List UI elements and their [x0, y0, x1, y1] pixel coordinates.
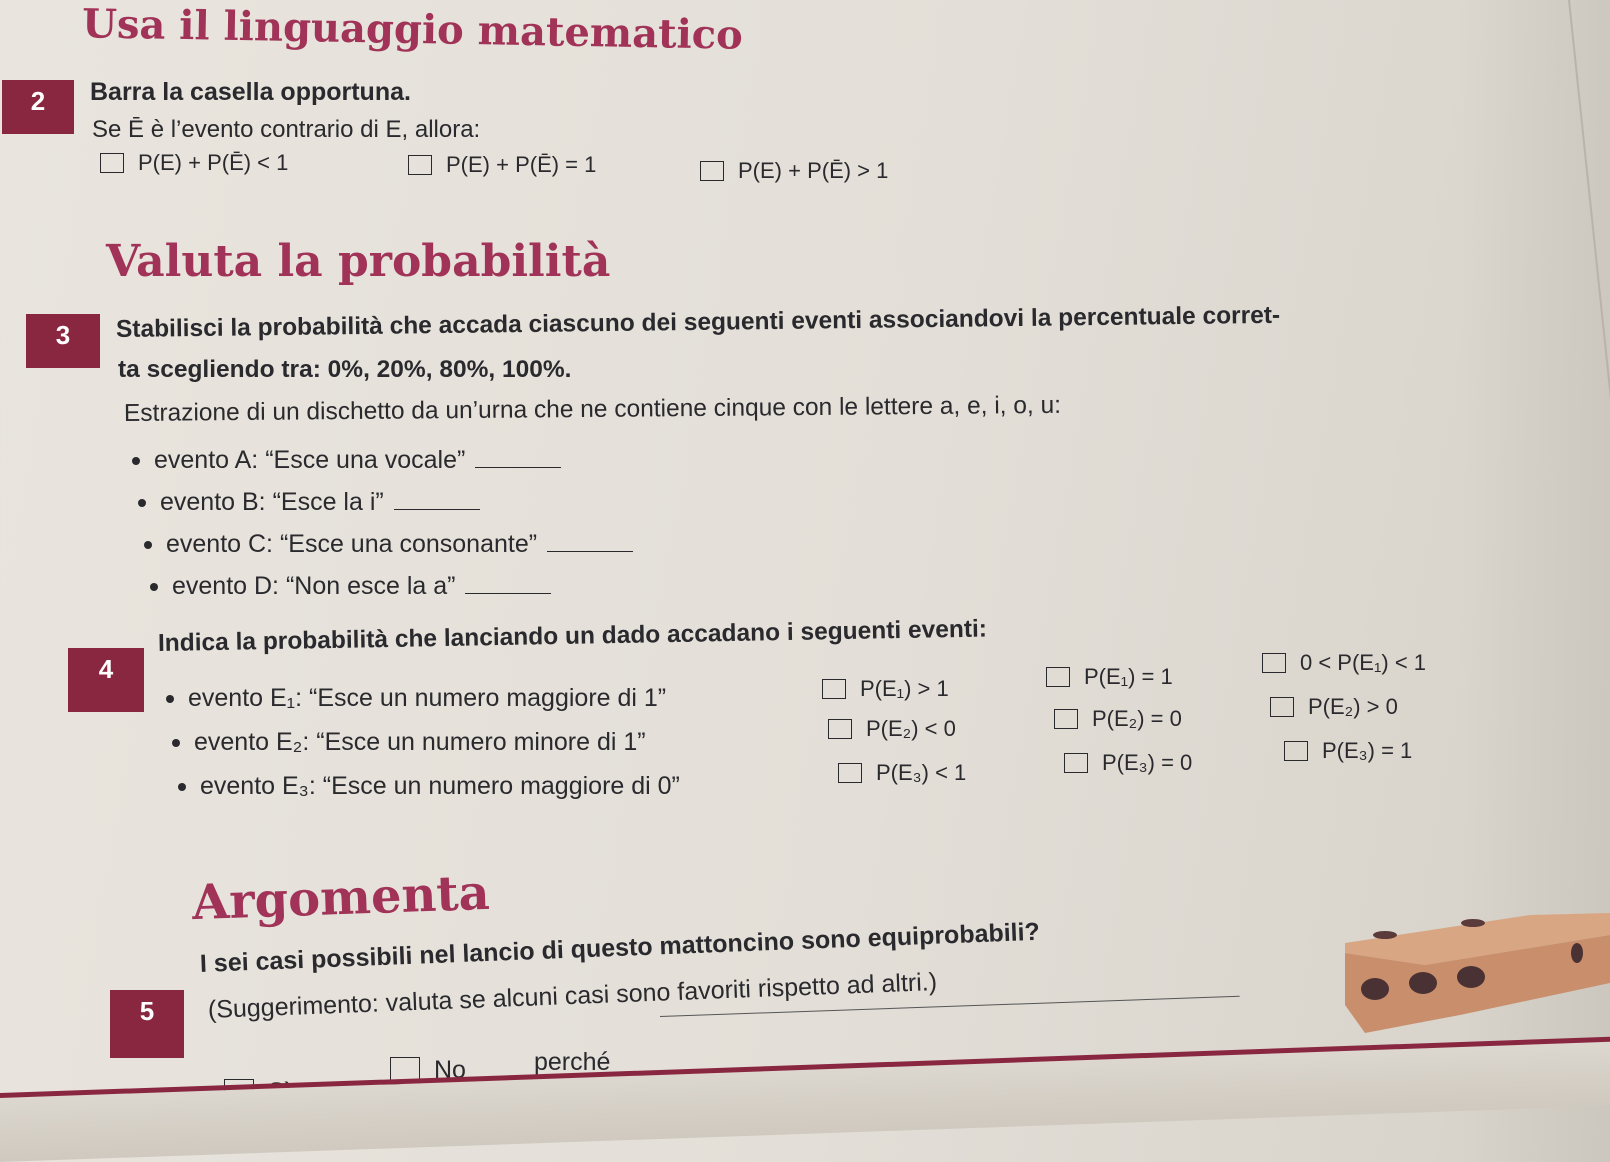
checkbox[interactable]: [1270, 697, 1294, 717]
exercise-number: 2: [30, 86, 46, 116]
ex4-r3-option-2[interactable]: [1064, 750, 1192, 776]
ex4-r1-option-2[interactable]: [1046, 664, 1173, 690]
exercise-number-badge: [110, 990, 184, 1058]
ex4-title: Indica la probabilità che lanciando un dado accadano i seguenti eventi:: [157, 615, 988, 657]
option-label: P(E₁) = 1: [1084, 664, 1173, 689]
pip: [1461, 919, 1485, 927]
ex4-r2-option-3[interactable]: [1270, 694, 1398, 720]
bullet: [166, 695, 174, 703]
ex3-event-a: [132, 446, 561, 475]
ex3-event-b: [138, 488, 480, 517]
heading-language: Usa il linguaggio matematico: [81, 0, 744, 59]
option-label: P(E) + P(Ē) > 1: [738, 158, 889, 183]
checkbox[interactable]: [838, 763, 862, 783]
option-label: P(E) + P(Ē) < 1: [138, 150, 289, 175]
ex5-why: perché: [534, 1048, 611, 1076]
option-label: P(E) + P(Ē) = 1: [446, 152, 597, 177]
option-label: P(E₂) = 0: [1092, 706, 1182, 731]
checkbox[interactable]: [1054, 709, 1078, 729]
bullet: [172, 739, 180, 747]
checkbox[interactable]: [700, 161, 724, 181]
ex4-event-3: [178, 772, 680, 801]
pip: [1571, 943, 1583, 963]
checkbox[interactable]: [408, 155, 432, 175]
ex4-event-2: [172, 728, 646, 757]
ex2-prompt: Se Ē è l’evento contrario di E, allora:: [92, 116, 481, 143]
event-text: evento A: “Esce una vocale”: [154, 446, 466, 474]
ex4-r1-option-3[interactable]: [1262, 650, 1426, 676]
answer-blank[interactable]: [475, 467, 561, 468]
event-text: evento B: “Esce la i”: [160, 488, 384, 516]
ex2-title: Barra la casella opportuna.: [90, 78, 411, 106]
pip: [1409, 972, 1437, 994]
checkbox[interactable]: [100, 153, 124, 173]
checkbox[interactable]: [1064, 753, 1088, 773]
option-label: P(E₃) < 1: [876, 760, 967, 785]
ex4-r2-option-1[interactable]: [828, 716, 956, 742]
checkbox[interactable]: [822, 679, 846, 699]
event-text: evento E₁: “Esce un numero maggiore di 1”: [188, 684, 667, 712]
pip: [1361, 978, 1389, 1000]
answer-blank[interactable]: [465, 593, 551, 594]
ex4-event-1: [166, 684, 666, 713]
event-text: evento C: “Esce una consonante”: [166, 530, 538, 558]
exercise-number-badge: [68, 648, 144, 712]
exercise-number: 4: [98, 654, 114, 684]
ex4-r1-option-1[interactable]: [822, 676, 949, 702]
bullet: [178, 783, 186, 791]
option-label: No: [434, 1056, 466, 1084]
ex2-option-1[interactable]: [100, 150, 288, 176]
pip: [1457, 966, 1485, 988]
checkbox[interactable]: [1262, 653, 1286, 673]
answer-blank[interactable]: [394, 509, 480, 510]
ex5-question: I sei casi possibili nel lancio di questo mattoncino sono equiprobabili?: [199, 917, 1041, 978]
bullet: [150, 583, 158, 591]
exercise-number-badge: [26, 314, 100, 368]
option-label: P(E₂) < 0: [866, 716, 956, 741]
ex3-event-c: [144, 530, 633, 559]
ex2-option-2[interactable]: [408, 152, 596, 178]
exercise-number-badge: [2, 80, 74, 134]
ex3-line-1: Stabilisci la probabilità che accada ciascuno dei seguenti eventi associandovi la percentuale corret-: [115, 301, 1281, 343]
option-label: P(E₂) > 0: [1308, 694, 1398, 719]
answer-blank[interactable]: [547, 551, 633, 552]
ex4-r3-option-1[interactable]: [838, 760, 966, 786]
heading-evaluate: Valuta la probabilità: [106, 236, 611, 287]
option-label: 0 < P(E₁) < 1: [1300, 650, 1427, 675]
checkbox[interactable]: [1284, 741, 1308, 761]
ex2-option-3[interactable]: [700, 158, 888, 184]
bullet: [132, 457, 140, 465]
ex3-line-2: ta scegliendo tra: 0%, 20%, 80%, 100%.: [118, 356, 572, 383]
ex3-event-d: [150, 572, 551, 601]
option-label: P(E₃) = 0: [1102, 750, 1193, 775]
event-text: evento E₃: “Esce un numero maggiore di 0”: [200, 772, 680, 800]
ex4-r3-option-3[interactable]: [1284, 738, 1412, 764]
heading-argue: Argomenta: [191, 864, 491, 932]
ex3-context: Estrazione di un dischetto da un’urna che ne contiene cinque con le lettere a, e, i, o, u:: [123, 391, 1062, 427]
pip: [1373, 931, 1397, 939]
bullet: [144, 541, 152, 549]
brick-illustration: [1345, 905, 1610, 1045]
bullet: [138, 499, 146, 507]
checkbox[interactable]: [1046, 667, 1070, 687]
event-text: evento E₂: “Esce un numero minore di 1”: [194, 728, 646, 756]
checkbox[interactable]: [828, 719, 852, 739]
page-bottom-band: [0, 1037, 1610, 1162]
exercise-number: 3: [55, 320, 71, 350]
option-label: P(E₁) > 1: [860, 676, 949, 701]
event-text: evento D: “Non esce la a”: [172, 572, 456, 600]
ex4-r2-option-2[interactable]: [1054, 706, 1182, 732]
ex5-hint: (Suggerimento: valuta se alcuni casi sono favoriti rispetto ad altri.): [207, 968, 938, 1024]
exercise-number: 5: [139, 996, 155, 1026]
option-label: P(E₃) = 1: [1322, 738, 1413, 763]
